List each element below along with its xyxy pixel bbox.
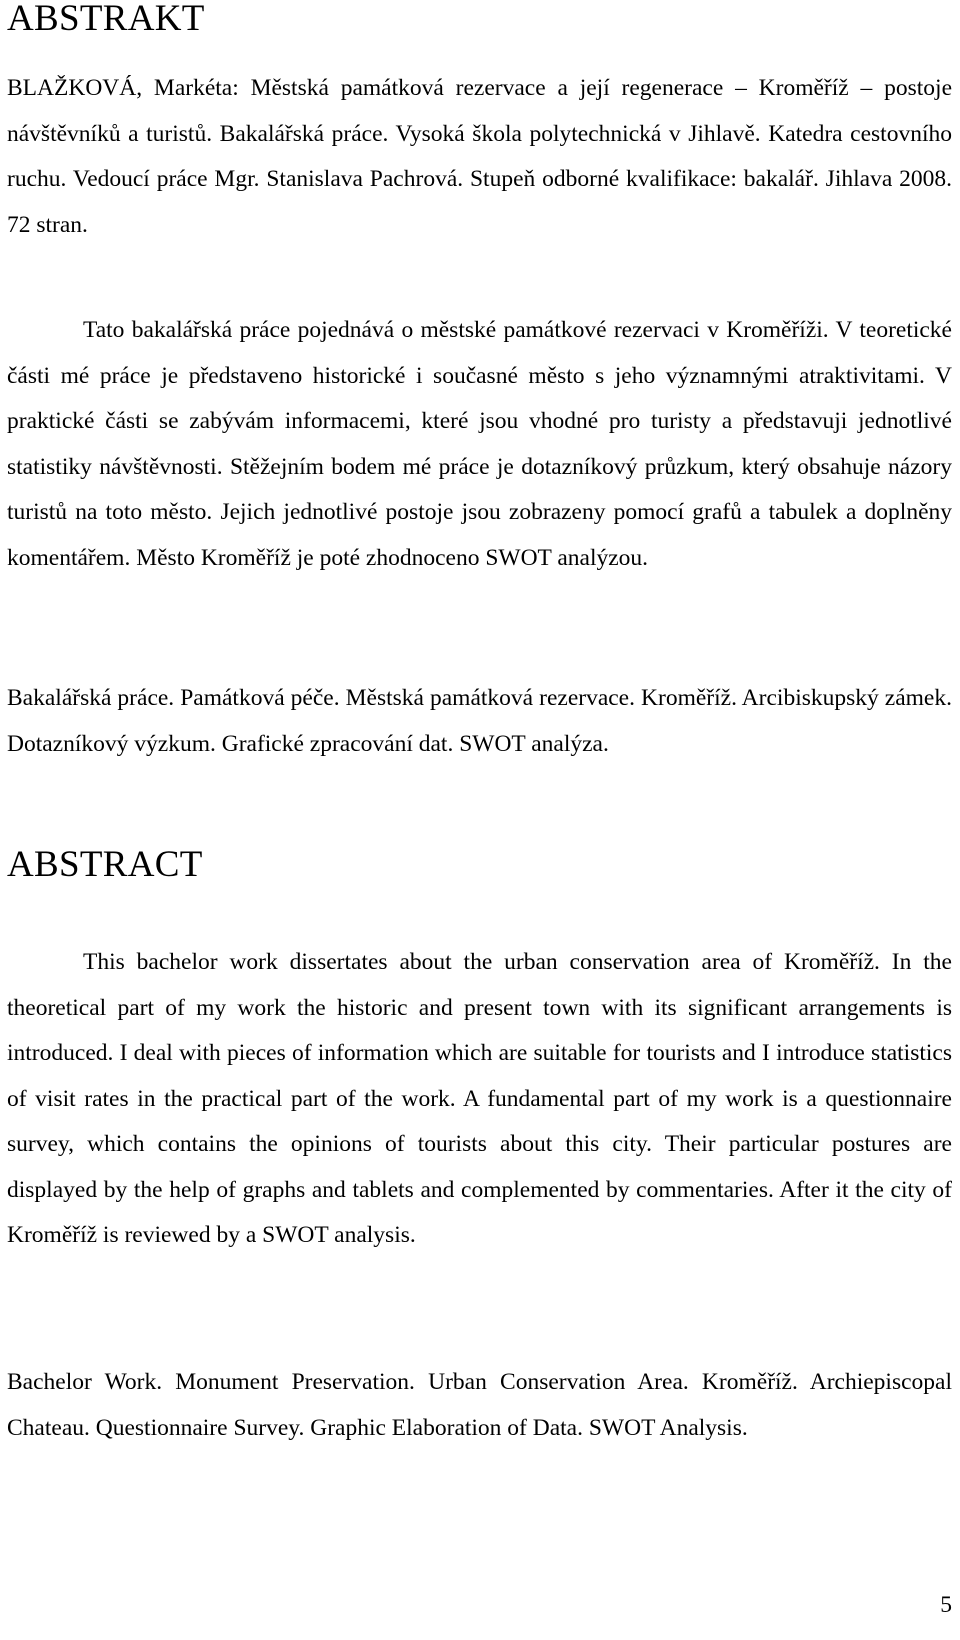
- abstract-english-text: This bachelor work dissertates about the urban conservation area of Kroměříž. In the theoretical part of my work the historic and present town with its significant arrangements is introduced. I deal with pieces of information which are suitable for tourists and I introduce statistics of visit rates in the practical part of the work. A fundamental part of my work is a questionnaire survey, which contains the opinions of tourists about this city. Their particular postures are displayed by the help of graphs and tablets and complemented by commentaries. After it the city of Kroměříž is reviewed by a SWOT analysis.: [7, 949, 952, 1248]
- abstract-czech-text: Tato bakalářská práce pojednává o městské památkové rezervaci v Kroměříži. V teoretické části mé práce je představeno historické i současné město s jeho významnými atraktivitami. V praktické části se zabývám informacemi, které jsou vhodné pro turisty a představuji jednotlivé statistiky návštěvnosti. Stěžejním bodem mé práce je dotazníkový průzkum, který obsahuje názory turistů na toto město. Jejich jednotlivé postoje jsou zobrazeny pomocí grafů a tabulek a doplněny komentářem. Město Kroměříž je poté zhodnoceno SWOT analýzou.: [7, 317, 952, 571]
- keywords-czech: Bakalářská práce. Památková péče. Městská památková rezervace. Kroměříž. Arcibiskupský zámek. Dotazníkový výzkum. Grafické zpracování dat. SWOT analýza.: [7, 685, 952, 757]
- heading-abstrakt: ABSTRAKT: [7, 0, 205, 39]
- bibliographic-citation: BLAŽKOVÁ, Markéta: Městská památková rezervace a její regenerace – Kroměříž – postoje návštěvníků a turistů. Bakalářská práce. Vysoká škola polytechnická v Jihlavě. Katedra cestovního ruchu. Vedoucí práce Mgr. Stanislava Pachrová. Stupeň odborné kvalifikace: bakalář. Jihlava 2008. 72 stran.: [7, 75, 952, 238]
- keywords-english: Bachelor Work. Monument Preservation. Urban Conservation Area. Kroměříž. Archiepiscopal Chateau. Questionnaire Survey. Graphic Elaboration of Data. SWOT Analysis.: [7, 1369, 952, 1441]
- page-number: 5: [940, 1592, 952, 1618]
- heading-abstract: ABSTRACT: [7, 844, 203, 885]
